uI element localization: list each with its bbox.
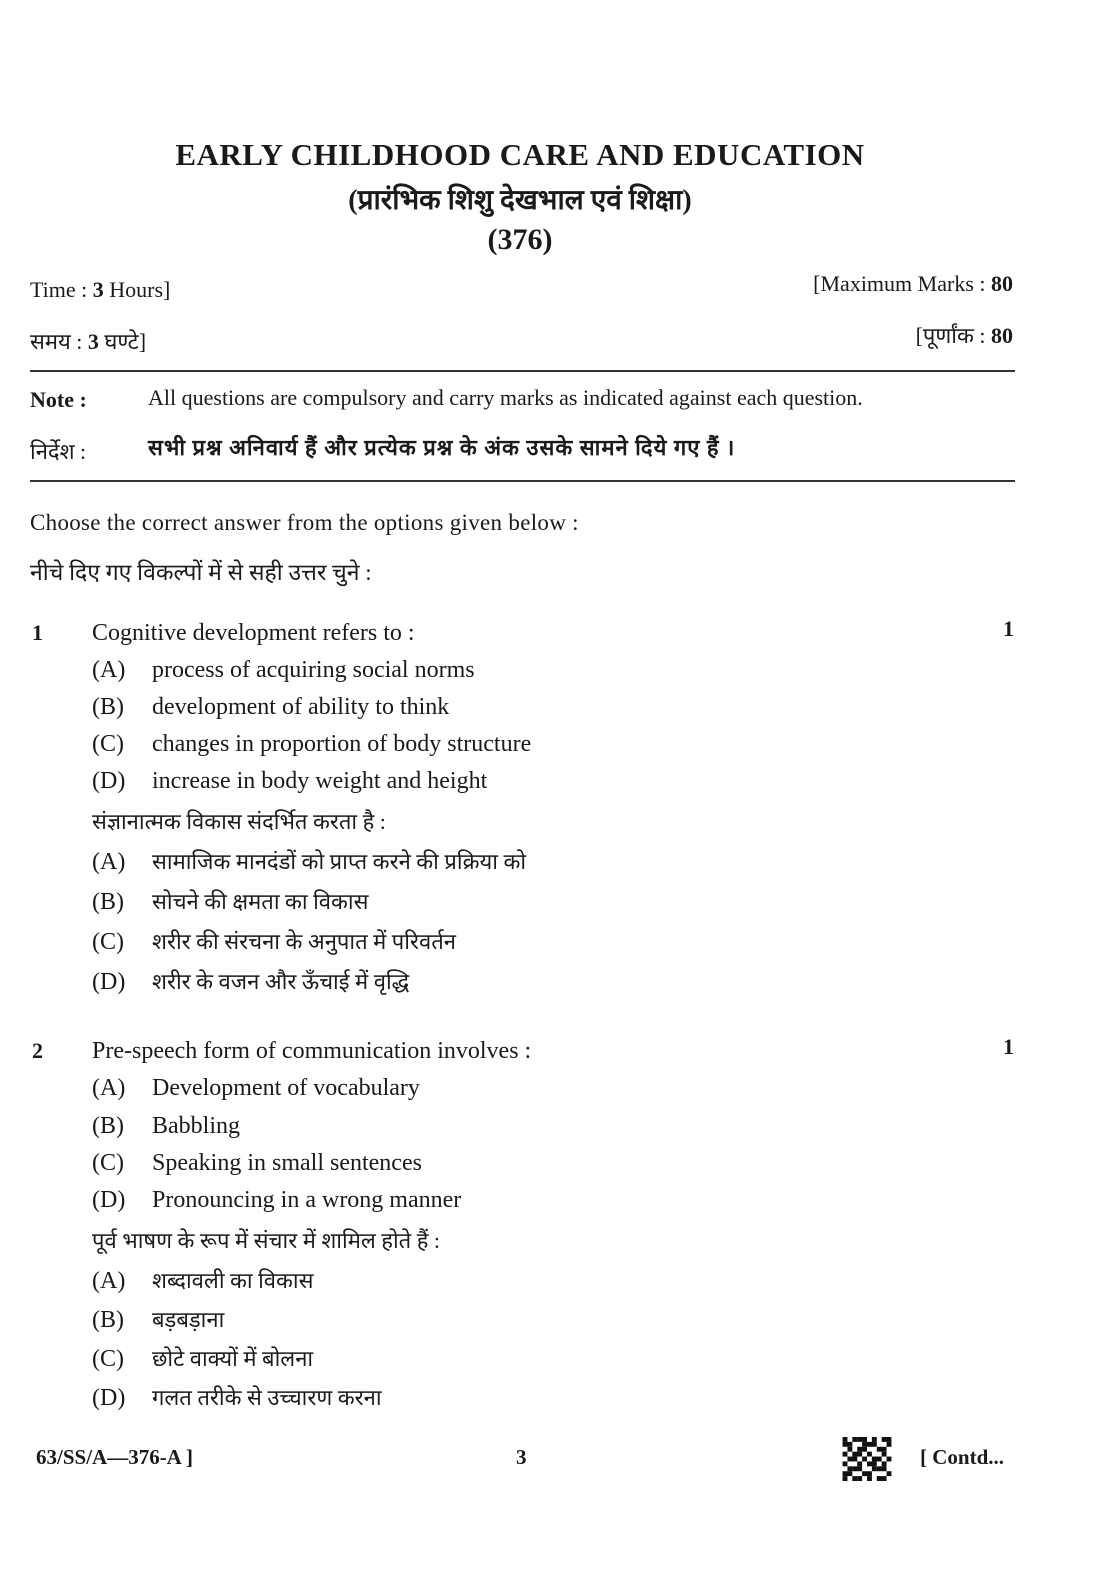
question-number: 1 (32, 620, 43, 645)
option-c: (C) Speaking in small sentences (92, 1150, 422, 1176)
option-c: (C) changes in proportion of body structure (92, 731, 532, 757)
question-text-hindi: पूर्व भाषण के रूप में संचार में शामिल होते हैं : (92, 1228, 440, 1253)
instruction-hindi: नीचे दिए गए विकल्पों में से सही उत्तर चुने : (30, 560, 372, 585)
time-english: Time : 3 Hours] (30, 277, 171, 302)
question-text: Pre-speech form of communication involves : (92, 1038, 532, 1064)
option-d-hindi: (D) शरीर के वजन और ऊँचाई में वृद्धि (92, 969, 410, 995)
max-marks-hindi: [पूर्णांक : 80 (915, 323, 1013, 348)
option-b-hindi: (B) सोचने की क्षमता का विकास (92, 889, 369, 915)
option-a: (A) process of acquiring social norms (92, 657, 475, 683)
option-a: (A) Development of vocabulary (92, 1075, 420, 1101)
subject-code: (376) (487, 223, 553, 256)
question-marks: 1 (1003, 616, 1014, 641)
page-number: 3 (516, 1445, 527, 1469)
note-text: All questions are compulsory and carry marks as indicated against each question. (148, 385, 863, 410)
time-hindi: समय : 3 घण्टे] (30, 329, 147, 354)
question-number: 2 (32, 1038, 43, 1063)
option-d: (D) increase in body weight and height (92, 768, 488, 794)
option-c-hindi: (C) शरीर की संरचना के अनुपात में परिवर्तन (92, 929, 456, 955)
option-b-hindi: (B) बड़बड़ाना (92, 1307, 225, 1333)
max-marks-english: [Maximum Marks : 80 (813, 271, 1013, 296)
divider (30, 370, 1015, 372)
paper-title-hindi: (प्रारंभिक शिशु देखभाल एवं शिक्षा) (348, 185, 692, 216)
question-text-hindi: संज्ञानात्मक विकास संदर्भित करता है : (92, 809, 386, 834)
note-text-hindi: सभी प्रश्न अनिवार्य हैं और प्रत्येक प्रश्न के अंक उसके सामने दिये गए हैं । (148, 435, 736, 460)
option-c-hindi: (C) छोटे वाक्यों में बोलना (92, 1346, 314, 1372)
divider (30, 480, 1015, 482)
option-d: (D) Pronouncing in a wrong manner (92, 1187, 462, 1213)
question-marks: 1 (1003, 1034, 1014, 1059)
option-a-hindi: (A) शब्दावली का विकास (92, 1268, 314, 1294)
paper-title: EARLY CHILDHOOD CARE AND EDUCATION (175, 137, 865, 172)
paper-code: 63/SS/A—376-A ] (36, 1445, 193, 1469)
option-b: (B) development of ability to think (92, 694, 450, 720)
qr-code-icon (842, 1437, 892, 1481)
question-text: Cognitive development refers to : (92, 620, 415, 646)
option-a-hindi: (A) सामाजिक मानदंडों को प्राप्त करने की प्रक्रिया को (92, 849, 527, 875)
option-b: (B) Babbling (92, 1113, 240, 1139)
option-d-hindi: (D) गलत तरीके से उच्चारण करना (92, 1385, 382, 1411)
note-label: Note : (30, 387, 87, 412)
note-label-hindi: निर्देश : (30, 439, 87, 464)
instruction-english: Choose the correct answer from the options given below : (30, 510, 579, 535)
continued-label: [ Contd... (920, 1445, 1005, 1469)
